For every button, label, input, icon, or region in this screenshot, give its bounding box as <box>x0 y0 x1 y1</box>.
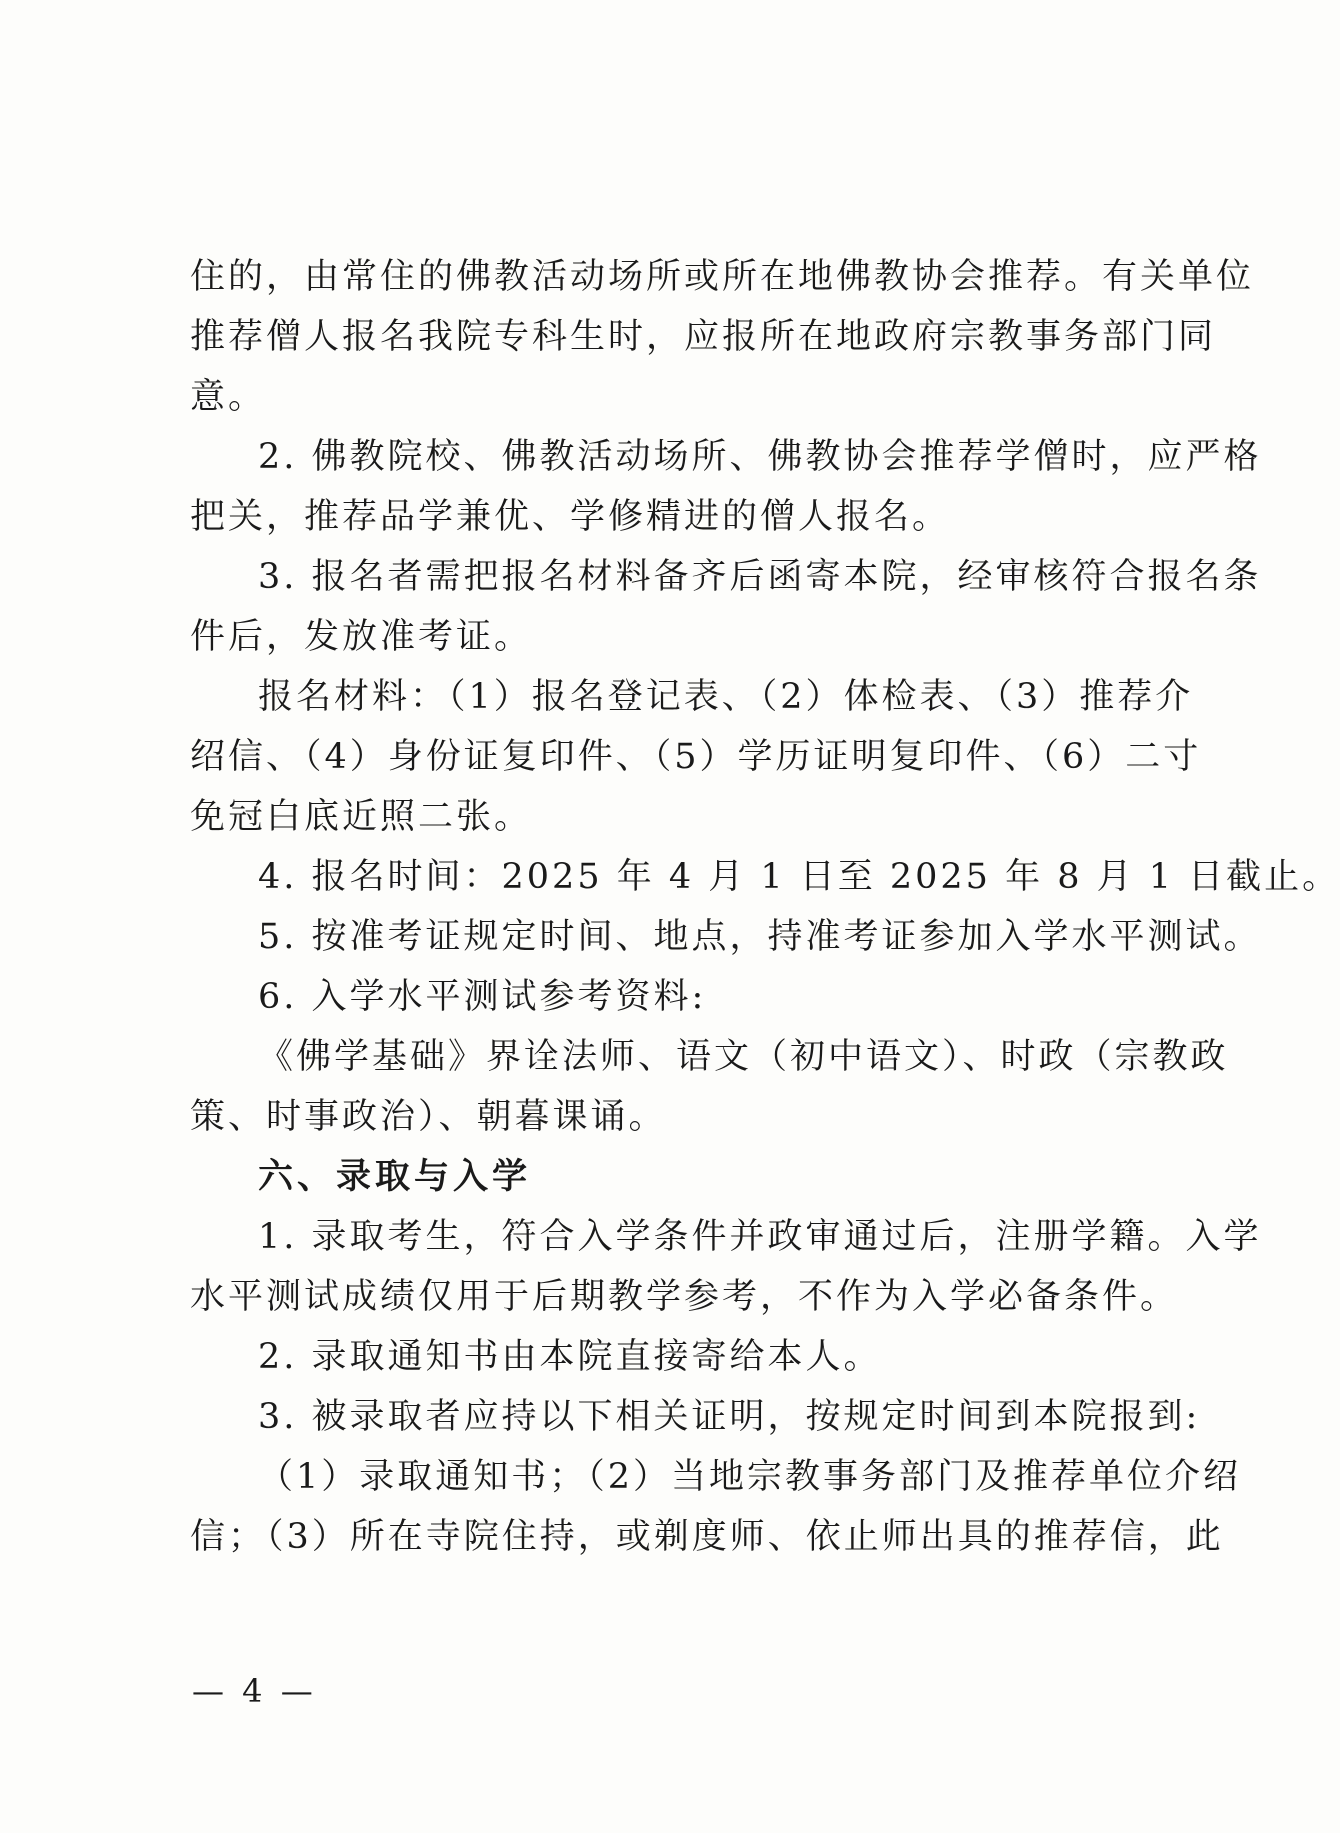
paragraph-line: 意。 <box>190 377 267 417</box>
paragraph-line: 免冠白底近照二张。 <box>190 797 533 837</box>
paragraph-line: （1）录取通知书；（2）当地宗教事务部门及推荐单位介绍 <box>258 1457 1242 1497</box>
paragraph-line: 水平测试成绩仅用于后期教学参考，不作为入学必备条件。 <box>190 1277 1179 1317</box>
paragraph-line: 绍信、（4）身份证复印件、（5）学历证明复印件、（6）二寸 <box>190 737 1202 777</box>
paragraph-line: 件后，发放准考证。 <box>190 617 533 657</box>
paragraph-line: 2. 佛教院校、佛教活动场所、佛教协会推荐学僧时，应严格 <box>258 437 1262 477</box>
paragraph-line: 2. 录取通知书由本院直接寄给本人。 <box>258 1337 882 1377</box>
paragraph-line: 4. 报名时间：2025 年 4 月 1 日至 2025 年 8 月 1 日截止。 <box>258 857 1340 897</box>
paragraph-line: 5. 按准考证规定时间、地点，持准考证参加入学水平测试。 <box>258 917 1262 957</box>
paragraph-line: 把关，推荐品学兼优、学修精进的僧人报名。 <box>190 497 951 537</box>
section-heading: 六、录取与入学 <box>258 1157 532 1197</box>
paragraph-line: 报名材料：（1）报名登记表、（2）体检表、（3）推荐介 <box>258 677 1194 717</box>
paragraph-line: 《佛学基础》界诠法师、语文（初中语文）、时政（宗教政 <box>258 1037 1229 1077</box>
paragraph-line: 3. 报名者需把报名材料备齐后函寄本院，经审核符合报名条 <box>258 557 1262 597</box>
paragraph-line: 1. 录取考生，符合入学条件并政审通过后，注册学籍。入学 <box>258 1217 1262 1257</box>
paragraph-line: 策、时事政治）、朝暮课诵。 <box>190 1097 667 1137</box>
paragraph-line: 信；（3）所在寺院住持，或剃度师、依止师出具的推荐信，此 <box>190 1517 1224 1557</box>
paragraph-line: 推荐僧人报名我院专科生时，应报所在地政府宗教事务部门同 <box>190 317 1217 357</box>
paragraph-line: 3. 被录取者应持以下相关证明，按规定时间到本院报到: <box>258 1397 1201 1437</box>
paragraph-line: 住的，由常住的佛教活动场所或所在地佛教协会推荐。有关单位 <box>190 257 1255 297</box>
page-number: — 4 — <box>192 1672 317 1710</box>
document-body <box>190 247 1340 1567</box>
paragraph-line: 6. 入学水平测试参考资料: <box>258 977 707 1017</box>
